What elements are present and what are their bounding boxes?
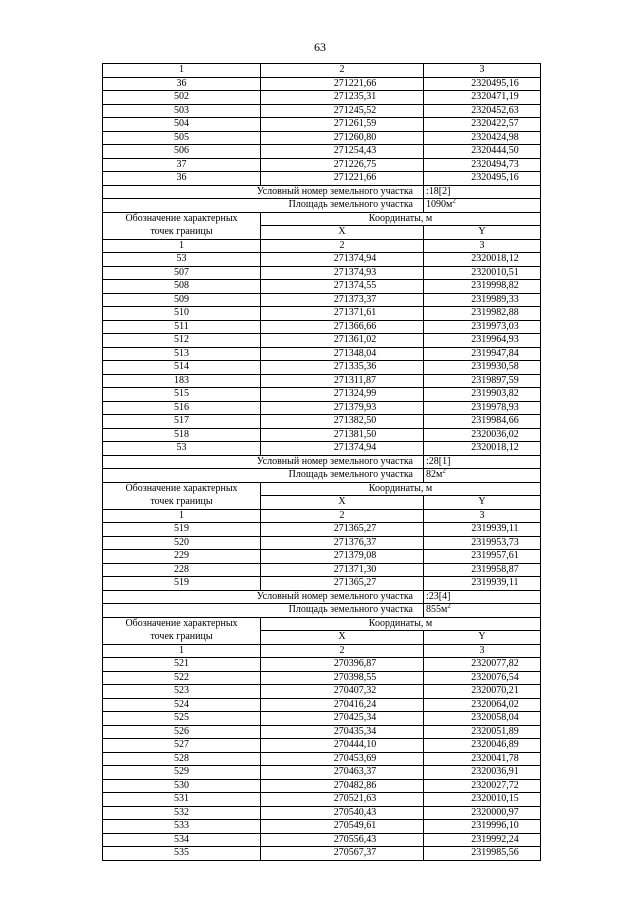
points-header-label-2: точек границы: [103, 631, 261, 645]
column-number: 3: [424, 239, 541, 253]
coord-x-cell: 271381,50: [261, 428, 424, 442]
point-id-cell: 228: [103, 563, 261, 577]
points-header-row: [103, 482, 541, 496]
area-number: 82: [426, 469, 436, 481]
coord-x-cell: 271376,37: [261, 536, 424, 550]
table-row: [103, 833, 541, 847]
point-id-cell: 519: [103, 523, 261, 537]
point-id-cell: 522: [103, 671, 261, 685]
coord-x-cell: 271226,75: [261, 158, 424, 172]
table-row: [103, 739, 541, 753]
point-id-cell: 535: [103, 847, 261, 861]
coord-y-cell: 2320424,98: [424, 131, 541, 145]
point-id-cell: 531: [103, 793, 261, 807]
table-row: [103, 118, 541, 132]
table-row: [103, 671, 541, 685]
cond-number-value: :18[2]: [424, 185, 541, 199]
cond-number-label: Условный номер земельного участка: [103, 590, 424, 604]
coord-y-cell: 2320070,21: [424, 685, 541, 699]
table-row: [103, 712, 541, 726]
coord-y-cell: 2320494,73: [424, 158, 541, 172]
cond-number-row: [103, 185, 541, 199]
coord-x-cell: 271311,87: [261, 374, 424, 388]
y-axis-header: Y: [424, 496, 541, 510]
point-id-cell: 515: [103, 388, 261, 402]
point-id-cell: 506: [103, 145, 261, 159]
table-row: [103, 550, 541, 564]
area-value: [424, 199, 541, 213]
coord-y-cell: 2319978,93: [424, 401, 541, 415]
point-id-cell: 36: [103, 77, 261, 91]
point-id-cell: 523: [103, 685, 261, 699]
point-id-cell: 534: [103, 833, 261, 847]
table-row: [103, 793, 541, 807]
column-number: 2: [261, 64, 424, 78]
coord-x-cell: 270444,10: [261, 739, 424, 753]
area-unit: м: [441, 604, 448, 616]
coord-x-cell: 270407,32: [261, 685, 424, 699]
area-number: 1090: [426, 199, 446, 211]
coord-x-cell: 270396,87: [261, 658, 424, 672]
coord-x-cell: 271379,93: [261, 401, 424, 415]
x-axis-header: X: [261, 226, 424, 240]
axis-header-row: [103, 496, 541, 510]
area-unit-power: 2: [442, 468, 446, 475]
coord-y-cell: 2320471,19: [424, 91, 541, 105]
table-row: [103, 104, 541, 118]
coord-y-cell: 2319930,58: [424, 361, 541, 375]
point-id-cell: 519: [103, 577, 261, 591]
cond-number-value: :28[1]: [424, 455, 541, 469]
coord-y-cell: 2320495,16: [424, 77, 541, 91]
coord-x-cell: 270398,55: [261, 671, 424, 685]
point-id-cell: 530: [103, 779, 261, 793]
point-id-cell: 533: [103, 820, 261, 834]
x-axis-header: X: [261, 631, 424, 645]
table-row: [103, 536, 541, 550]
coord-x-cell: 271382,50: [261, 415, 424, 429]
coord-y-cell: 2319964,93: [424, 334, 541, 348]
coord-y-cell: 2320444,50: [424, 145, 541, 159]
table-row: [103, 442, 541, 456]
point-id-cell: 512: [103, 334, 261, 348]
coord-x-cell: 271261,59: [261, 118, 424, 132]
points-header-row: [103, 617, 541, 631]
coord-x-cell: 270416,24: [261, 698, 424, 712]
table-row: [103, 253, 541, 267]
coord-y-cell: 2320046,89: [424, 739, 541, 753]
coord-x-cell: 271324,99: [261, 388, 424, 402]
x-axis-header: X: [261, 496, 424, 510]
area-unit: м: [446, 199, 453, 211]
coords-header-label: Координаты, м: [261, 617, 541, 631]
point-id-cell: 532: [103, 806, 261, 820]
point-id-cell: 524: [103, 698, 261, 712]
column-number-row: [103, 644, 541, 658]
table-row: [103, 658, 541, 672]
cond-number-label: Условный номер земельного участка: [103, 455, 424, 469]
coord-x-cell: 271379,08: [261, 550, 424, 564]
coord-x-cell: 270567,37: [261, 847, 424, 861]
page-number: 63: [314, 40, 326, 54]
point-id-cell: 505: [103, 131, 261, 145]
coord-x-cell: 270556,43: [261, 833, 424, 847]
coord-y-cell: 2320010,15: [424, 793, 541, 807]
table-row: [103, 388, 541, 402]
column-number: 1: [103, 64, 261, 78]
table-row: [103, 158, 541, 172]
area-number: 855: [426, 604, 441, 616]
coord-y-cell: 2319982,88: [424, 307, 541, 321]
coord-y-cell: 2319992,24: [424, 833, 541, 847]
coord-y-cell: 2319973,03: [424, 320, 541, 334]
table-row: [103, 77, 541, 91]
table-row: [103, 172, 541, 186]
coord-x-cell: 270521,63: [261, 793, 424, 807]
coord-y-cell: 2320000,97: [424, 806, 541, 820]
table-row: [103, 820, 541, 834]
coord-y-cell: 2320018,12: [424, 442, 541, 456]
coord-y-cell: 2319958,87: [424, 563, 541, 577]
area-value: [424, 469, 541, 483]
coord-x-cell: 271371,61: [261, 307, 424, 321]
table-row: [103, 361, 541, 375]
table-row: [103, 320, 541, 334]
point-id-cell: 229: [103, 550, 261, 564]
y-axis-header: Y: [424, 226, 541, 240]
coord-y-cell: 2320027,72: [424, 779, 541, 793]
area-value: [424, 604, 541, 618]
coord-x-cell: 271221,66: [261, 77, 424, 91]
table-row: [103, 698, 541, 712]
area-row: [103, 469, 541, 483]
points-header-label: Обозначение характерных: [103, 617, 261, 631]
column-number: 2: [261, 239, 424, 253]
coord-y-cell: 2319897,59: [424, 374, 541, 388]
area-label: Площадь земельного участка: [103, 469, 424, 483]
point-id-cell: 503: [103, 104, 261, 118]
table-row: [103, 401, 541, 415]
coord-y-cell: 2320041,78: [424, 752, 541, 766]
point-id-cell: 517: [103, 415, 261, 429]
coord-x-cell: 271235,31: [261, 91, 424, 105]
coord-x-cell: 271260,80: [261, 131, 424, 145]
coord-y-cell: 2320064,02: [424, 698, 541, 712]
coord-x-cell: 271374,93: [261, 266, 424, 280]
point-id-cell: 520: [103, 536, 261, 550]
table-row: [103, 752, 541, 766]
coord-x-cell: 271374,94: [261, 442, 424, 456]
cond-number-row: [103, 455, 541, 469]
table-row: [103, 307, 541, 321]
coord-x-cell: 270482,86: [261, 779, 424, 793]
axis-header-row: [103, 631, 541, 645]
coord-y-cell: 2320077,82: [424, 658, 541, 672]
table-row: [103, 577, 541, 591]
point-id-cell: 527: [103, 739, 261, 753]
coord-x-cell: 271373,37: [261, 293, 424, 307]
coord-x-cell: 271371,30: [261, 563, 424, 577]
table-row: [103, 131, 541, 145]
coord-x-cell: 271335,36: [261, 361, 424, 375]
coordinates-table: [102, 63, 541, 861]
column-number: 2: [261, 509, 424, 523]
point-id-cell: 53: [103, 253, 261, 267]
area-row: [103, 199, 541, 213]
coord-y-cell: 2319998,82: [424, 280, 541, 294]
point-id-cell: 36: [103, 172, 261, 186]
point-id-cell: 511: [103, 320, 261, 334]
table-row: [103, 523, 541, 537]
column-number: 2: [261, 644, 424, 658]
table-row: [103, 334, 541, 348]
column-number-row: [103, 239, 541, 253]
points-header-row: [103, 212, 541, 226]
coord-y-cell: 2320010,51: [424, 266, 541, 280]
point-id-cell: 516: [103, 401, 261, 415]
point-id-cell: 504: [103, 118, 261, 132]
cond-number-row: [103, 590, 541, 604]
column-number: 1: [103, 644, 261, 658]
coord-y-cell: 2319947,84: [424, 347, 541, 361]
column-number: 1: [103, 509, 261, 523]
coord-y-cell: 2319903,82: [424, 388, 541, 402]
table-row: [103, 685, 541, 699]
coords-header-label: Координаты, м: [261, 482, 541, 496]
table-row: [103, 374, 541, 388]
coord-x-cell: 270453,69: [261, 752, 424, 766]
y-axis-header: Y: [424, 631, 541, 645]
points-header-label: Обозначение характерных: [103, 212, 261, 226]
point-id-cell: 518: [103, 428, 261, 442]
coord-x-cell: 271374,55: [261, 280, 424, 294]
coord-y-cell: 2319996,10: [424, 820, 541, 834]
coord-y-cell: 2320036,02: [424, 428, 541, 442]
coord-y-cell: 2319989,33: [424, 293, 541, 307]
point-id-cell: 514: [103, 361, 261, 375]
point-id-cell: 529: [103, 766, 261, 780]
coord-y-cell: 2320018,12: [424, 253, 541, 267]
coord-x-cell: 271245,52: [261, 104, 424, 118]
column-number: 3: [424, 644, 541, 658]
point-id-cell: 53: [103, 442, 261, 456]
point-id-cell: 509: [103, 293, 261, 307]
column-number-row: [103, 64, 541, 78]
area-row: [103, 604, 541, 618]
coord-x-cell: 270540,43: [261, 806, 424, 820]
area-label: Площадь земельного участка: [103, 199, 424, 213]
coord-y-cell: 2319957,61: [424, 550, 541, 564]
points-header-label-2: точек границы: [103, 226, 261, 240]
coord-y-cell: 2320058,04: [424, 712, 541, 726]
coord-x-cell: 271348,04: [261, 347, 424, 361]
table-row: [103, 563, 541, 577]
cond-number-value: :23[4]: [424, 590, 541, 604]
point-id-cell: 183: [103, 374, 261, 388]
cond-number-label: Условный номер земельного участка: [103, 185, 424, 199]
point-id-cell: 521: [103, 658, 261, 672]
point-id-cell: 502: [103, 91, 261, 105]
coord-x-cell: 270425,34: [261, 712, 424, 726]
table-row: [103, 806, 541, 820]
table-row: [103, 280, 541, 294]
column-number: 3: [424, 64, 541, 78]
coord-x-cell: 271366,66: [261, 320, 424, 334]
table-row: [103, 725, 541, 739]
coords-header-label: Координаты, м: [261, 212, 541, 226]
point-id-cell: 528: [103, 752, 261, 766]
table-row: [103, 847, 541, 861]
coord-y-cell: 2319953,73: [424, 536, 541, 550]
coord-y-cell: 2319985,56: [424, 847, 541, 861]
table-row: [103, 779, 541, 793]
points-header-label: Обозначение характерных: [103, 482, 261, 496]
table-row: [103, 145, 541, 159]
area-unit-power: 2: [452, 198, 456, 205]
area-unit: м: [436, 469, 443, 481]
coord-y-cell: 2320036,91: [424, 766, 541, 780]
column-number: 1: [103, 239, 261, 253]
coord-y-cell: 2319939,11: [424, 523, 541, 537]
coord-y-cell: 2320051,89: [424, 725, 541, 739]
table-row: [103, 415, 541, 429]
axis-header-row: [103, 226, 541, 240]
coord-y-cell: 2319984,66: [424, 415, 541, 429]
table-row: [103, 293, 541, 307]
table-row: [103, 428, 541, 442]
coord-y-cell: 2320495,16: [424, 172, 541, 186]
coord-x-cell: 270549,61: [261, 820, 424, 834]
point-id-cell: 510: [103, 307, 261, 321]
column-number-row: [103, 509, 541, 523]
point-id-cell: 507: [103, 266, 261, 280]
coord-x-cell: 271254,43: [261, 145, 424, 159]
table-row: [103, 91, 541, 105]
point-id-cell: 508: [103, 280, 261, 294]
column-number: 3: [424, 509, 541, 523]
point-id-cell: 525: [103, 712, 261, 726]
area-label: Площадь земельного участка: [103, 604, 424, 618]
coord-y-cell: 2320076,54: [424, 671, 541, 685]
points-header-label-2: точек границы: [103, 496, 261, 510]
table-row: [103, 766, 541, 780]
area-unit-power: 2: [447, 603, 451, 610]
coord-x-cell: 271361,02: [261, 334, 424, 348]
table-row: [103, 266, 541, 280]
coord-x-cell: 271374,94: [261, 253, 424, 267]
coord-x-cell: 270435,34: [261, 725, 424, 739]
coord-x-cell: 271365,27: [261, 577, 424, 591]
coord-x-cell: 270463,37: [261, 766, 424, 780]
coord-y-cell: 2320452,63: [424, 104, 541, 118]
coordinates-table-body: [103, 64, 541, 861]
coord-y-cell: 2319939,11: [424, 577, 541, 591]
coord-x-cell: 271221,66: [261, 172, 424, 186]
point-id-cell: 37: [103, 158, 261, 172]
coord-x-cell: 271365,27: [261, 523, 424, 537]
point-id-cell: 526: [103, 725, 261, 739]
table-row: [103, 347, 541, 361]
coord-y-cell: 2320422,57: [424, 118, 541, 132]
point-id-cell: 513: [103, 347, 261, 361]
